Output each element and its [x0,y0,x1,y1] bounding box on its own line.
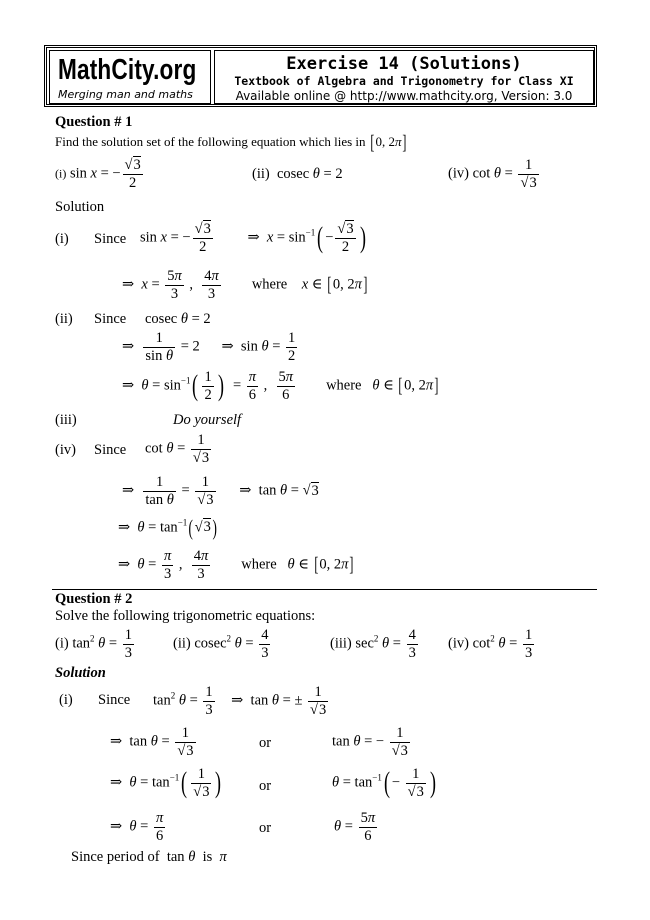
section-divider [52,589,597,590]
q1-where-iv: where [241,556,277,573]
exercise-title: Exercise 14 (Solutions) [286,54,522,74]
q1-prompt: Find the solution set of the following equation which lies in [0, 2π] [55,132,407,154]
q2-period-is: is [202,849,213,865]
q1-sol-ii-eq: cosec θ = 2 [145,311,211,327]
site-logo: MathCity.org [58,54,197,86]
q1-prompt-text: Find the solution set of the following equation which lies in [55,133,366,149]
q1-sol-iv-inverse: ⇒ $\theta = \tan^{-1}(√3)$ [118,515,217,540]
q2-part-i-label: (i) [55,635,69,652]
q2-eq-ii: (ii) cosec$^2$ θ = $\frac{4}{3}$ [173,627,269,661]
q1-sol-iv-eq: cot θ = $\frac{1}{√3}$ [145,432,210,466]
q2-sol-i-since: Since [98,692,131,708]
q2-sol-i-eq: $\tan^2 \theta$ = $\frac{1}{3}$ ⇒ tan θ = ± $\frac{1}{√3}$ [153,684,327,718]
q1-sol-i-eq: sin x = − $\frac{√3}{2}$ ⇒ $x = \sin^{-1}$( − $\frac{√3}{2}$ ) [140,221,366,255]
q1-part-ii-label: (ii) [252,166,270,182]
header-box [44,45,597,107]
q1-sol-iv-result: ⇒ θ = $\frac{\pi}{3}$ , $\frac{4\pi}{3}$ where θ ∈ [0, 2π] [118,548,354,582]
q2-part-iv-label: (iv) [448,635,469,652]
q1-sol-iv-step: ⇒ $\frac{1}{\text{tan θ}}$ = $\frac{1}{√3}$ ⇒ tan θ = √3 [122,474,319,508]
q2-or-2: or [259,778,272,794]
q1-solution-label: Solution [55,199,105,215]
title-box [214,50,594,104]
q1-part-i-label: (i) [55,166,67,181]
q2-prompt: Solve the following trigonometric equations: [55,608,316,624]
tagline: Merging man and maths [58,88,193,101]
q1-sol-i-label: (i) [55,231,69,247]
q1-sol-iii-label: (iii) [55,412,77,428]
logo-box [49,50,211,104]
q1-sol-i-result: ⇒ x = $\frac{5\pi}{3}$ , $\frac{4\pi}{3}$ where x ∈ [0, 2π] [122,268,368,302]
q1-sol-iv-label: (iv) [55,442,76,458]
q2-step1-right: tan θ = − $\frac{1}{√3}$ [332,725,408,759]
q2-part-iii-label: (iii) [330,635,352,652]
q2-step2-left: ⇒ $\theta = \tan^{-1}$( $\frac{1}{√3}$ ) [110,766,222,800]
q2-solution-label: Solution [55,665,106,681]
q1-heading: Question # 1 [55,114,133,130]
q2-period-text: Since period of [71,849,160,865]
q2-heading: Question # 2 [55,591,133,607]
q1-sol-ii-result: ⇒ $\theta = \sin^{-1}$( $\frac{1}{2}$ ) = $\frac{\pi}{6}$ , $\frac{5\pi}{6}$ where θ ∈ [0, 2π] [122,369,439,403]
q1-equations: (i) sin x = − $\frac{√3}{2}$ [55,157,141,191]
q2-period-note: Since period of tan θ is π [71,849,227,865]
q2-part-ii-label: (ii) [173,635,191,652]
q2-eq-iii: (iii) $\sec^2 \theta$ = $\frac{4}{3}$ [330,627,416,661]
q1-do-yourself: Do yourself [173,412,242,428]
q2-eq-i: (i) $\tan^2 \theta$ = $\frac{1}{3}$ [55,627,132,661]
book-subtitle: Textbook of Algebra and Trigonometry for Class XI [234,74,574,88]
q2-step3-right: θ = $\frac{5\pi}{6}$ [334,810,376,844]
q1-where-i: where [251,276,288,293]
q2-eq-iv: (iv) $\cot^2 \theta$ = $\frac{1}{3}$ [448,627,533,661]
version-line: Available online @ http://www.mathcity.org, Version: 3.0 [235,89,573,103]
q1-sol-i-since: Since [94,231,127,247]
q1-sol-iv-since: Since [94,442,127,458]
q1-where-ii: where [326,377,362,394]
q1-eq-iv: (iv) cot θ = $\frac{1}{√3}$ [448,157,537,191]
q2-step3-left: ⇒ θ = $\frac{\pi}{6}$ [110,810,164,844]
q2-or-1: or [259,735,272,751]
q2-or-3: or [259,820,272,836]
q1-sol-ii-since: Since [94,311,127,327]
q1-part-iv-label: (iv) [448,165,469,182]
q2-step1-left: ⇒ tan θ = $\frac{1}{√3}$ [110,725,194,759]
q2-step2-right: $\theta = \tan^{-1}$( − $\frac{1}{√3}$ ) [332,766,436,800]
q1-sol-ii-label: (ii) [55,311,73,327]
q1-sol-ii-step: ⇒ $\frac{1}{\text{sin θ}}$ = 2 ⇒ sin θ = $\frac{1}{2}$ [122,330,296,364]
q2-sol-i-label: (i) [59,692,73,708]
q1-eq-ii: (ii) cosec θ = 2 [252,166,343,182]
